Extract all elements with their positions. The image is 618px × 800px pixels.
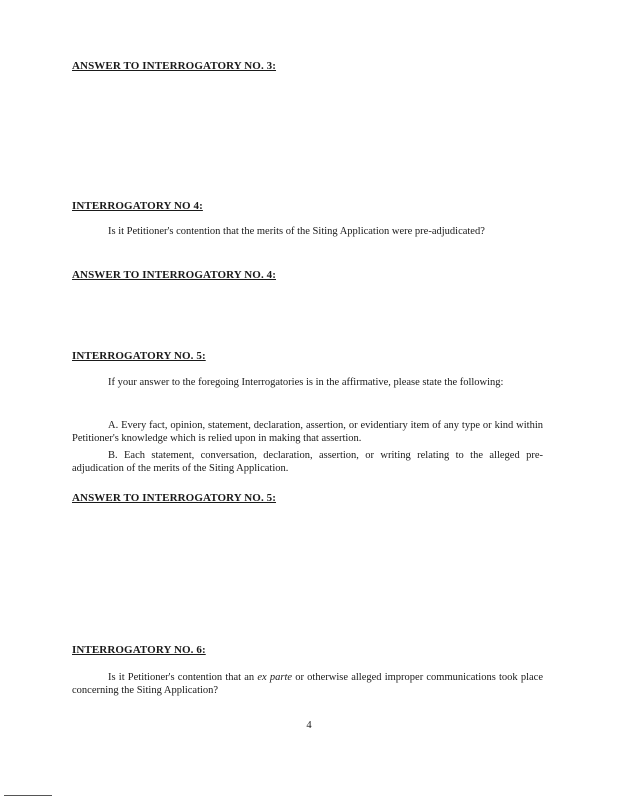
interrogatory-5-item-b-text: B. Each statement, conversation, declaration, assertion, or writing relating to the alleged pre-adjudication of the merits of the Siting Application. <box>72 450 543 474</box>
page-number: 4 <box>306 720 312 731</box>
answer-4-heading: ANSWER TO INTERROGATORY NO. 4: <box>72 269 277 281</box>
answer-5-heading: ANSWER TO INTERROGATORY NO. 5: <box>72 492 277 504</box>
interrogatory-6-text-after: or otherwise alleged improper communications took place concerning the Siting Application? <box>72 672 543 696</box>
interrogatory-5-intro <box>72 376 543 389</box>
answer-3-heading: ANSWER TO INTERROGATORY NO. 3: <box>72 60 277 72</box>
interrogatory-6-text-italic: ex parte <box>257 672 293 683</box>
interrogatory-5-item-b <box>72 449 543 475</box>
interrogatory-5-item-a-text: A. Every fact, opinion, statement, declaration, assertion, or evidentiary item of any type or kind within Petitioner's knowledge which is relied upon in making that assertion. <box>72 420 543 444</box>
interrogatory-5-item-a <box>72 419 543 445</box>
interrogatory-5-heading: INTERROGATORY NO. 5: <box>72 350 206 362</box>
interrogatory-6-text-before: Is it Petitioner's contention that an <box>108 672 258 683</box>
interrogatory-6-heading: INTERROGATORY NO. 6: <box>72 644 206 656</box>
footer-rule <box>4 795 52 796</box>
interrogatory-4-text <box>72 225 543 238</box>
interrogatory-6-text <box>72 671 543 697</box>
interrogatory-5-intro-text: If your answer to the foregoing Interrogatories is in the affirmative, please state the following: <box>108 377 504 388</box>
interrogatory-4-question: Is it Petitioner's contention that the merits of the Siting Application were pre-adjudicated? <box>108 226 485 237</box>
interrogatory-4-heading: INTERROGATORY NO 4: <box>72 200 203 212</box>
